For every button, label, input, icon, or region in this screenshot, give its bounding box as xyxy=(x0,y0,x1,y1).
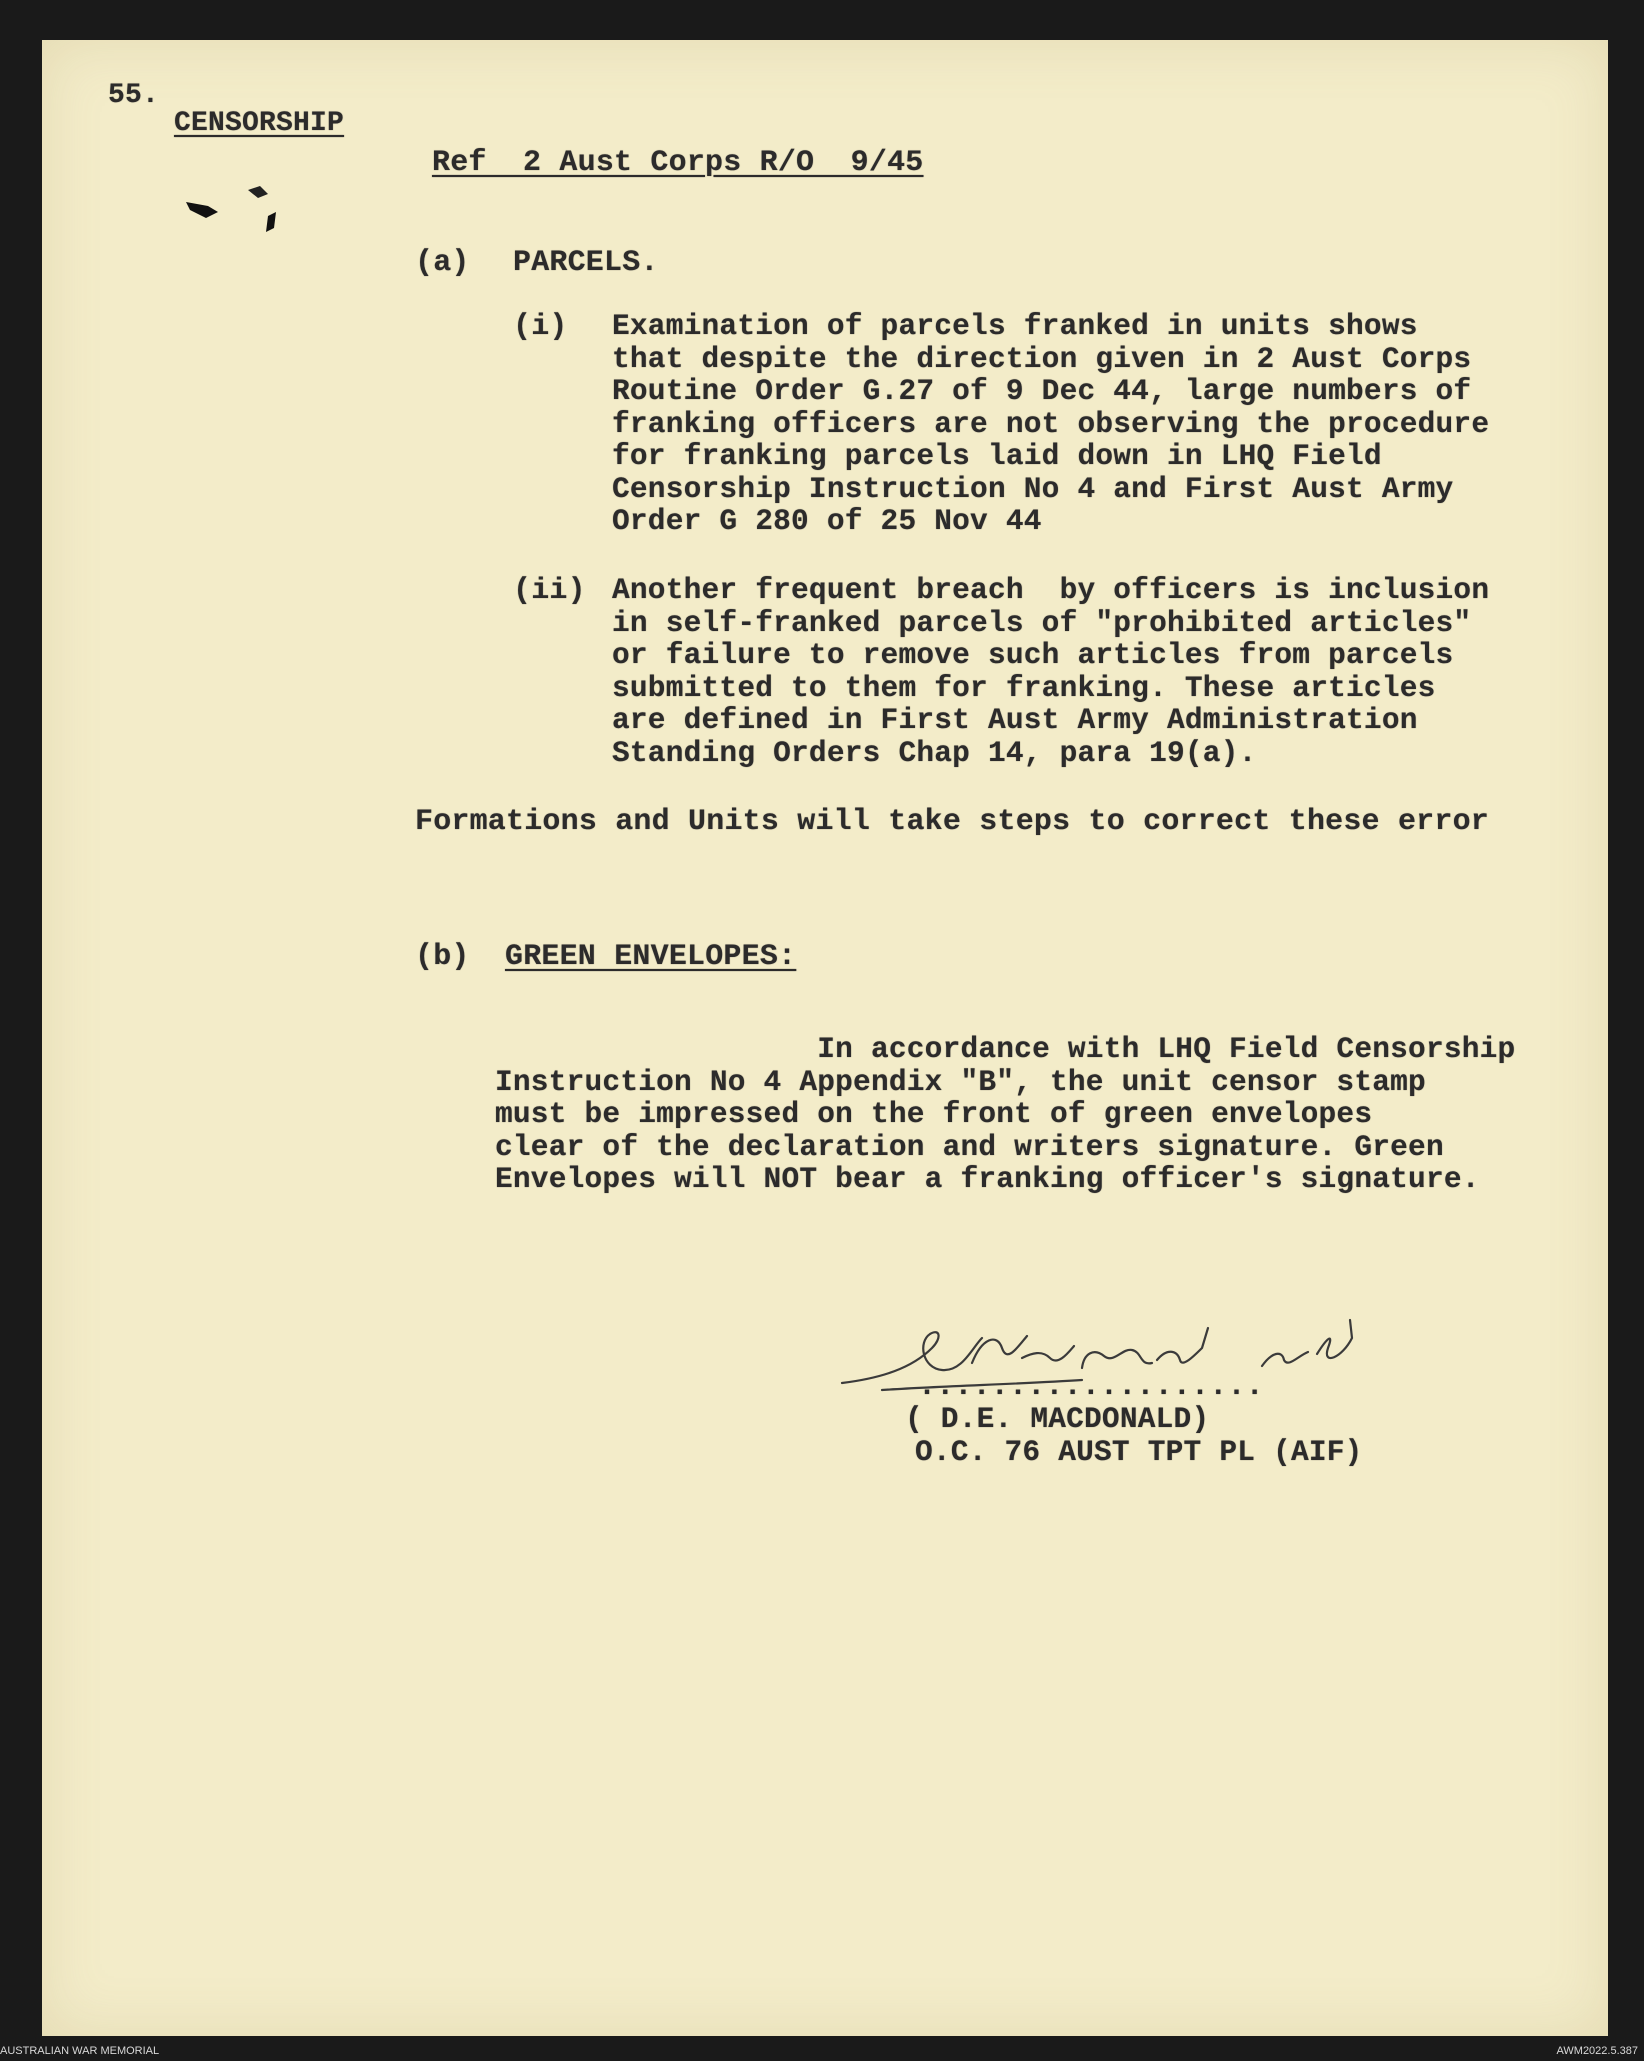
item-ii-paragraph: Another frequent breach by officers is inclusion in self-franked parcels of "prohibited articles" or failure to remove such articles from parcels submitted to them for franking. These articles are defined in First Aust Army Administration Standing Orders Chap 14, para 19(a). xyxy=(612,573,1490,770)
footer-accession-number: AWM2022.5.387 xyxy=(1556,2045,1638,2057)
signatory-name: ( D.E. MACDONALD) xyxy=(905,1402,1210,1436)
section-b-title: GREEN ENVELOPES: xyxy=(505,940,797,974)
item-i-paragraph: Examination of parcels franked in units shows that despite the direction given in 2 Aust Corps Routine Order G.27 of 9 Dec 44, large numbers of franking officers are not observing the procedure for franking parcels laid down in LHQ Field Censorship Instruction No 4 and First Aust Army Order G 280 of 25 Nov 44 xyxy=(612,309,1490,538)
formations-instruction: Formations and Units will take steps to correct these error xyxy=(415,805,1489,839)
footer-institution: AUSTRALIAN WAR MEMORIAL xyxy=(0,2045,160,2057)
item-ii-label: (ii) xyxy=(513,574,586,608)
document-heading: CENSORSHIP xyxy=(174,108,345,139)
section-a-title: PARCELS. xyxy=(513,246,659,280)
section-b-paragraph: In accordance with LHQ Field Censorship Instruction No 4 Appendix "B", the unit censor stamp must be impressed on the front of green envelopes clear of the declaration and writers signature. Green Envelopes will NOT bear a franking officer's signature. xyxy=(495,1032,1516,1196)
section-a-label: (a) xyxy=(415,246,470,280)
page-number: 55. xyxy=(108,80,160,111)
torn-punch-hole-mark xyxy=(178,180,288,250)
item-i-label: (i) xyxy=(513,310,568,344)
reference-line: Ref 2 Aust Corps R/O 9/45 xyxy=(432,146,924,180)
section-b-label: (b) xyxy=(415,940,470,974)
signatory-title: O.C. 76 AUST TPT PL (AIF) xyxy=(915,1435,1363,1469)
signature-dotted-line: ................... xyxy=(918,1370,1264,1404)
